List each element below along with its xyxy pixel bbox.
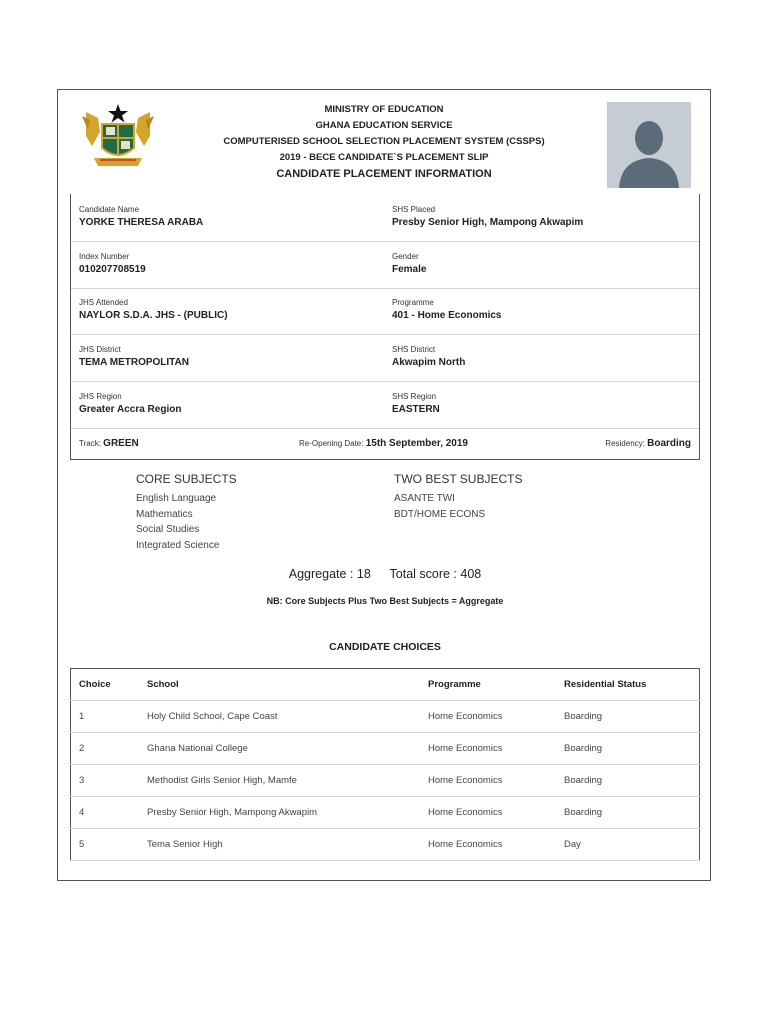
- choice-school: Tema Senior High: [139, 829, 420, 861]
- jhs-attended-label: JHS Attended: [79, 298, 128, 307]
- programme-cell: [392, 297, 501, 323]
- shs-placed-label: SHS Placed: [392, 205, 436, 214]
- gender-label: Gender: [392, 252, 419, 261]
- choice-residential-status: Day: [556, 829, 700, 861]
- choice-programme: Home Economics: [420, 733, 556, 765]
- core-subject-item: Social Studies: [136, 524, 200, 535]
- best-subject-item: ASANTE TWI: [394, 493, 455, 504]
- reopening-cell: [299, 438, 468, 449]
- reopening-value: 15th September, 2019: [365, 438, 468, 449]
- candidate-info-table: [70, 194, 700, 460]
- choices-title: CANDIDATE CHOICES: [329, 641, 441, 653]
- gender-cell: [392, 251, 426, 277]
- reopening-label: Re-Opening Date:: [299, 439, 364, 448]
- jhs-attended-value: NAYLOR S.D.A. JHS - (PUBLIC): [79, 310, 228, 321]
- total-score-value: Total score : 408: [389, 567, 482, 581]
- shs-district-label: SHS District: [392, 345, 436, 354]
- programme-label: Programme: [392, 298, 434, 307]
- best-subject-item: BDT/HOME ECONS: [394, 508, 486, 520]
- shs-district-cell: [392, 344, 465, 370]
- aggregate-line: [58, 567, 712, 581]
- candidate-name-value: YORKE THERESA ARABA: [79, 217, 204, 228]
- candidate-name-cell: [79, 204, 203, 230]
- residency-value: Boarding: [647, 438, 691, 449]
- core-subject-item: Mathematics: [136, 508, 193, 520]
- choice-number: 4: [71, 797, 140, 829]
- choice-school: Holy Child School, Cape Coast: [139, 701, 420, 733]
- info-row: [71, 194, 699, 242]
- choice-residential-status: Boarding: [556, 733, 700, 765]
- shs-placed-cell: [392, 204, 583, 230]
- candidate-name-label: Candidate Name: [79, 205, 140, 214]
- info-row: [71, 381, 699, 429]
- table-row: [71, 733, 700, 765]
- shs-district-value: Akwapim North: [392, 357, 466, 368]
- choice-residential-status: Boarding: [556, 765, 700, 797]
- track-cell: [79, 438, 139, 449]
- placement-slip: [57, 89, 711, 881]
- jhs-region-cell: [79, 391, 181, 417]
- core-subjects: [136, 471, 237, 553]
- table-row: [71, 701, 700, 733]
- candidate-photo: [607, 102, 691, 188]
- shs-region-cell: [392, 391, 440, 417]
- table-row: [71, 829, 700, 861]
- choice-programme: Home Economics: [420, 797, 556, 829]
- choice-number: 5: [71, 829, 140, 861]
- core-subject-item: Integrated Science: [136, 539, 220, 551]
- choice-programme: Home Economics: [420, 829, 556, 861]
- choice-school: Presby Senior High, Mampong Akwapim: [139, 797, 420, 829]
- school-header: School: [139, 669, 420, 701]
- choices-table: [70, 668, 700, 861]
- gender-value: Female: [392, 264, 427, 275]
- aggregate-note: NB: Core Subjects Plus Two Best Subjects = Aggregate: [266, 596, 504, 606]
- choice-residential-status: Boarding: [556, 701, 700, 733]
- choice-header: Choice: [71, 669, 140, 701]
- shs-region-value: EASTERN: [392, 404, 440, 415]
- track-label: Track:: [79, 439, 101, 448]
- track-value: GREEN: [103, 438, 139, 449]
- slip-header: [208, 102, 560, 183]
- index-number-cell: [79, 251, 146, 277]
- choice-residential-status: Boarding: [556, 797, 700, 829]
- choice-number: 1: [71, 701, 140, 733]
- slip-title: 2019 - BECE CANDIDATE`S PLACEMENT SLIP: [279, 152, 489, 163]
- core-subject-item: English Language: [136, 493, 217, 504]
- jhs-region-label: JHS Region: [79, 392, 122, 401]
- best-subjects: [394, 471, 522, 522]
- core-subjects-heading: CORE SUBJECTS: [136, 472, 237, 486]
- residency-label: Residency:: [605, 439, 645, 448]
- index-number-value: 010207708519: [79, 264, 146, 275]
- table-row: [71, 797, 700, 829]
- system-title: COMPUTERISED SCHOOL SELECTION PLACEMENT SYSTEM (CSSPS): [223, 136, 545, 147]
- choice-school: Ghana National College: [139, 733, 420, 765]
- choice-school: Methodist Girls Senior High, Mamfe: [139, 765, 420, 797]
- choice-number: 2: [71, 733, 140, 765]
- table-row: [71, 765, 700, 797]
- programme-value: 401 - Home Economics: [392, 310, 502, 321]
- programme-header: Programme: [420, 669, 556, 701]
- info-row: [71, 288, 699, 335]
- shs-placed-value: Presby Senior High, Mampong Akwapim: [392, 217, 584, 228]
- ghana-coat-of-arms-icon: [78, 102, 158, 172]
- info-row: [71, 334, 699, 382]
- residential-status-header: Residential Status: [556, 669, 700, 701]
- choices-header-row: [71, 669, 700, 701]
- best-subjects-heading: TWO BEST SUBJECTS: [394, 472, 523, 486]
- avatar-placeholder-icon: [607, 102, 691, 188]
- jhs-region-value: Greater Accra Region: [79, 404, 182, 415]
- ministry-title: MINISTRY OF EDUCATION: [324, 104, 444, 115]
- jhs-district-cell: [79, 344, 189, 370]
- jhs-attended-cell: [79, 297, 228, 323]
- page-title: CANDIDATE PLACEMENT INFORMATION: [276, 168, 492, 180]
- jhs-district-label: JHS District: [79, 345, 121, 354]
- info-row: [71, 241, 699, 289]
- choice-number: 3: [71, 765, 140, 797]
- choice-programme: Home Economics: [420, 765, 556, 797]
- shs-region-label: SHS Region: [392, 392, 437, 401]
- choice-programme: Home Economics: [420, 701, 556, 733]
- service-title: GHANA EDUCATION SERVICE: [315, 120, 453, 131]
- aggregate-value: Aggregate : 18: [288, 567, 371, 581]
- track-row: [71, 428, 699, 460]
- residency-cell: [605, 438, 691, 449]
- jhs-district-value: TEMA METROPOLITAN: [79, 357, 189, 368]
- index-number-label: Index Number: [79, 252, 130, 261]
